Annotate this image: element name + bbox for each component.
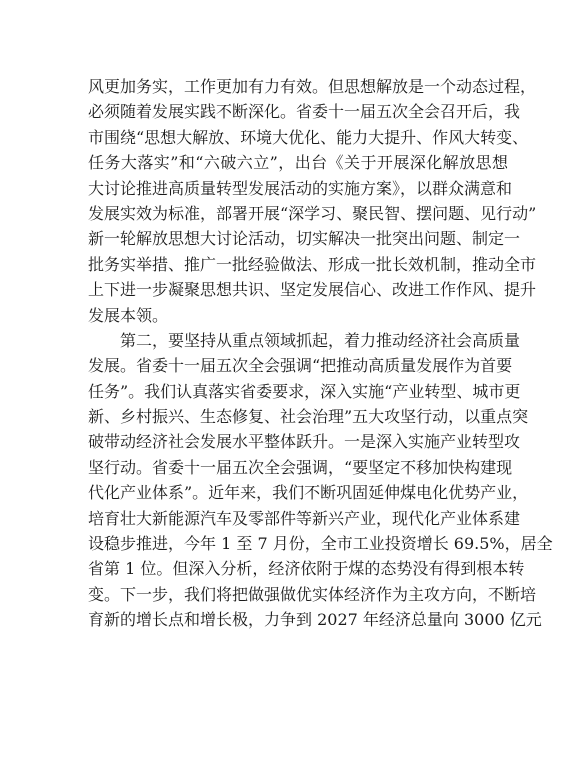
text-line: 育新的增长点和增长极，力争到 2027 年经济总量向 3000 亿元 [88,610,542,630]
text-line: 必须随着发展实践不断深化。省委十一届五次全会召开后，我 [88,102,521,122]
text-line: 培育壮大新能源汽车及零部件等新兴产业，现代化产业体系建 [88,508,521,528]
text-line: 风更加务实，工作更加有力有效。但思想解放是一个动态过程， [88,77,537,96]
text-line: 设稳步推进，今年 1 至 7 月份，全市工业投资增长 69.5%，居全 [88,534,553,554]
text-line: 任务”。我们认真落实省委要求，深入实施“产业转型、城市更 [88,381,521,401]
text-line: 坚行动。省委十一届五次全会强调，“要坚定不移加快构建现 [88,457,513,477]
text-line: 上下进一步凝聚思想共识、坚定发展信心、改进工作作风、提升 [88,280,537,300]
text-line: 新、乡村振兴、生态修复、社会治理”五大攻坚行动，以重点突 [88,407,529,427]
text-line: 发展实效为标准，部署开展“深学习、聚民智、摆问题、见行动” [88,203,537,223]
text-line: 新一轮解放思想大讨论活动，切实解决一批突出问题、制定一 [88,229,521,249]
body-text [88,74,553,633]
text-line: 第二，要坚持从重点领域抓起，着力推动经济社会高质量 [88,330,521,350]
text-line: 任务大落实”和“六破六立”，出台《关于开展深化解放思想 [88,153,508,173]
text-line: 破带动经济社会发展水平整体跃升。一是深入实施产业转型攻 [88,432,521,452]
text-line: 变。下一步，我们将把做强做优实体经济作为主攻方向，不断培 [88,584,537,604]
text-line: 代化产业体系”。近年来，我们不断巩固延伸煤电化优势产业， [88,483,529,503]
text-line: 大讨论推进高质量转型发展活动的实施方案》，以群众满意和 [88,178,513,198]
text-line: 发展。省委十一届五次全会强调“把推动高质量发展作为首要 [88,356,513,376]
text-line: 发展本领。 [88,305,169,325]
text-line: 省第 1 位。但深入分析，经济依附于煤的态势没有得到根本转 [88,559,525,579]
text-line: 批务实举措、推广一批经验做法、形成一批长效机制，推动全市 [88,254,537,274]
text-line: 市围绕“思想大解放、环境大优化、能力大提升、作风大转变、 [88,127,529,147]
